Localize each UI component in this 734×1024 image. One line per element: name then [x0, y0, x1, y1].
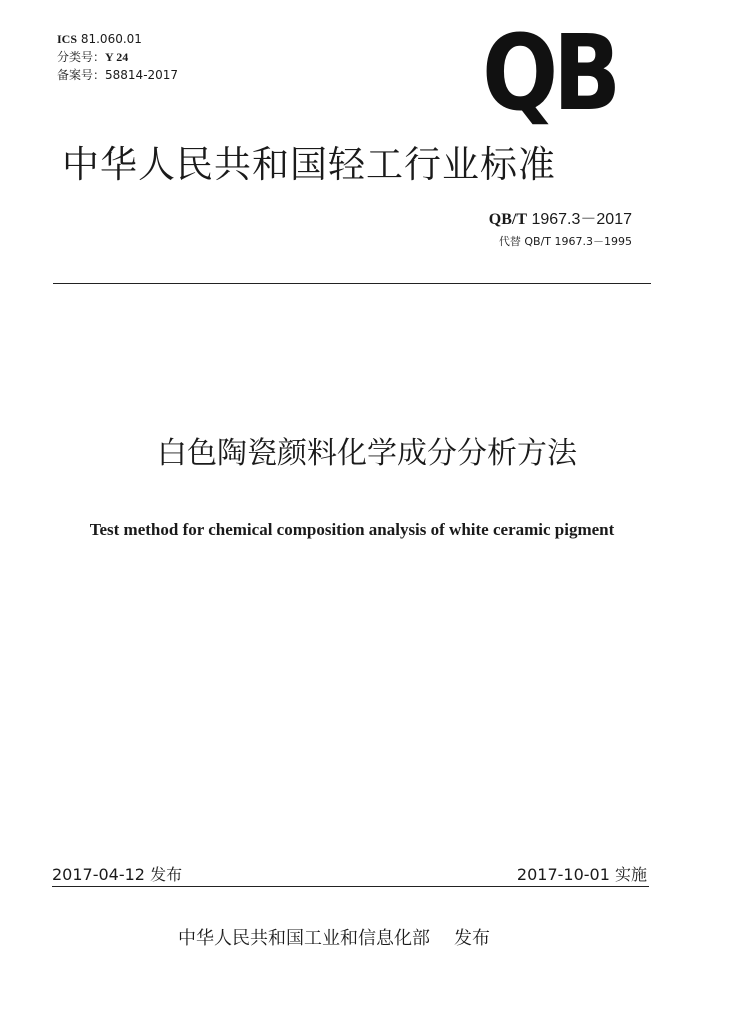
standard-code	[489, 206, 632, 229]
document-title-cn: 白色陶瓷颜料化学成分分析方法	[157, 436, 577, 471]
document-title-en: Test method for chemical composition analysis of white ceramic pigment	[89, 520, 615, 539]
category-value: Y 24	[105, 50, 129, 64]
standard-code-prefix: QB/T	[488, 211, 527, 228]
ics-line	[57, 30, 178, 48]
header-divider	[53, 283, 651, 284]
record-line	[57, 66, 178, 84]
issuer-line	[178, 924, 490, 950]
ics-value: 81.060.01	[80, 32, 142, 46]
ics-label: ICS	[57, 32, 78, 46]
effective-date-line	[517, 862, 647, 885]
issue-label: 发布	[150, 865, 183, 884]
standard-code-number: 1967.3－2017	[531, 211, 632, 228]
issuer-name: 中华人民共和国工业和信息化部	[178, 928, 430, 949]
standard-title: 中华人民共和国轻工行业标准	[62, 143, 556, 186]
issue-date-line	[52, 862, 182, 885]
classification-block	[57, 30, 178, 84]
effective-date: 2017-10-01	[516, 865, 610, 884]
replaces-label: 代替	[498, 235, 521, 248]
issuer-action: 发布	[454, 928, 490, 949]
issue-date: 2017-04-12	[52, 865, 145, 884]
replaces-code: QB/T 1967.3－1995	[524, 235, 632, 248]
effective-label: 实施	[614, 865, 647, 884]
replaces-line	[489, 233, 632, 249]
footer-divider	[52, 886, 649, 887]
record-label: 备案号：	[57, 68, 106, 82]
category-label: 分类号：	[57, 50, 106, 64]
qb-logo: QB	[482, 12, 617, 134]
standard-code-block	[489, 206, 632, 249]
category-line	[57, 48, 178, 66]
record-value: 58814-2017	[105, 68, 179, 82]
